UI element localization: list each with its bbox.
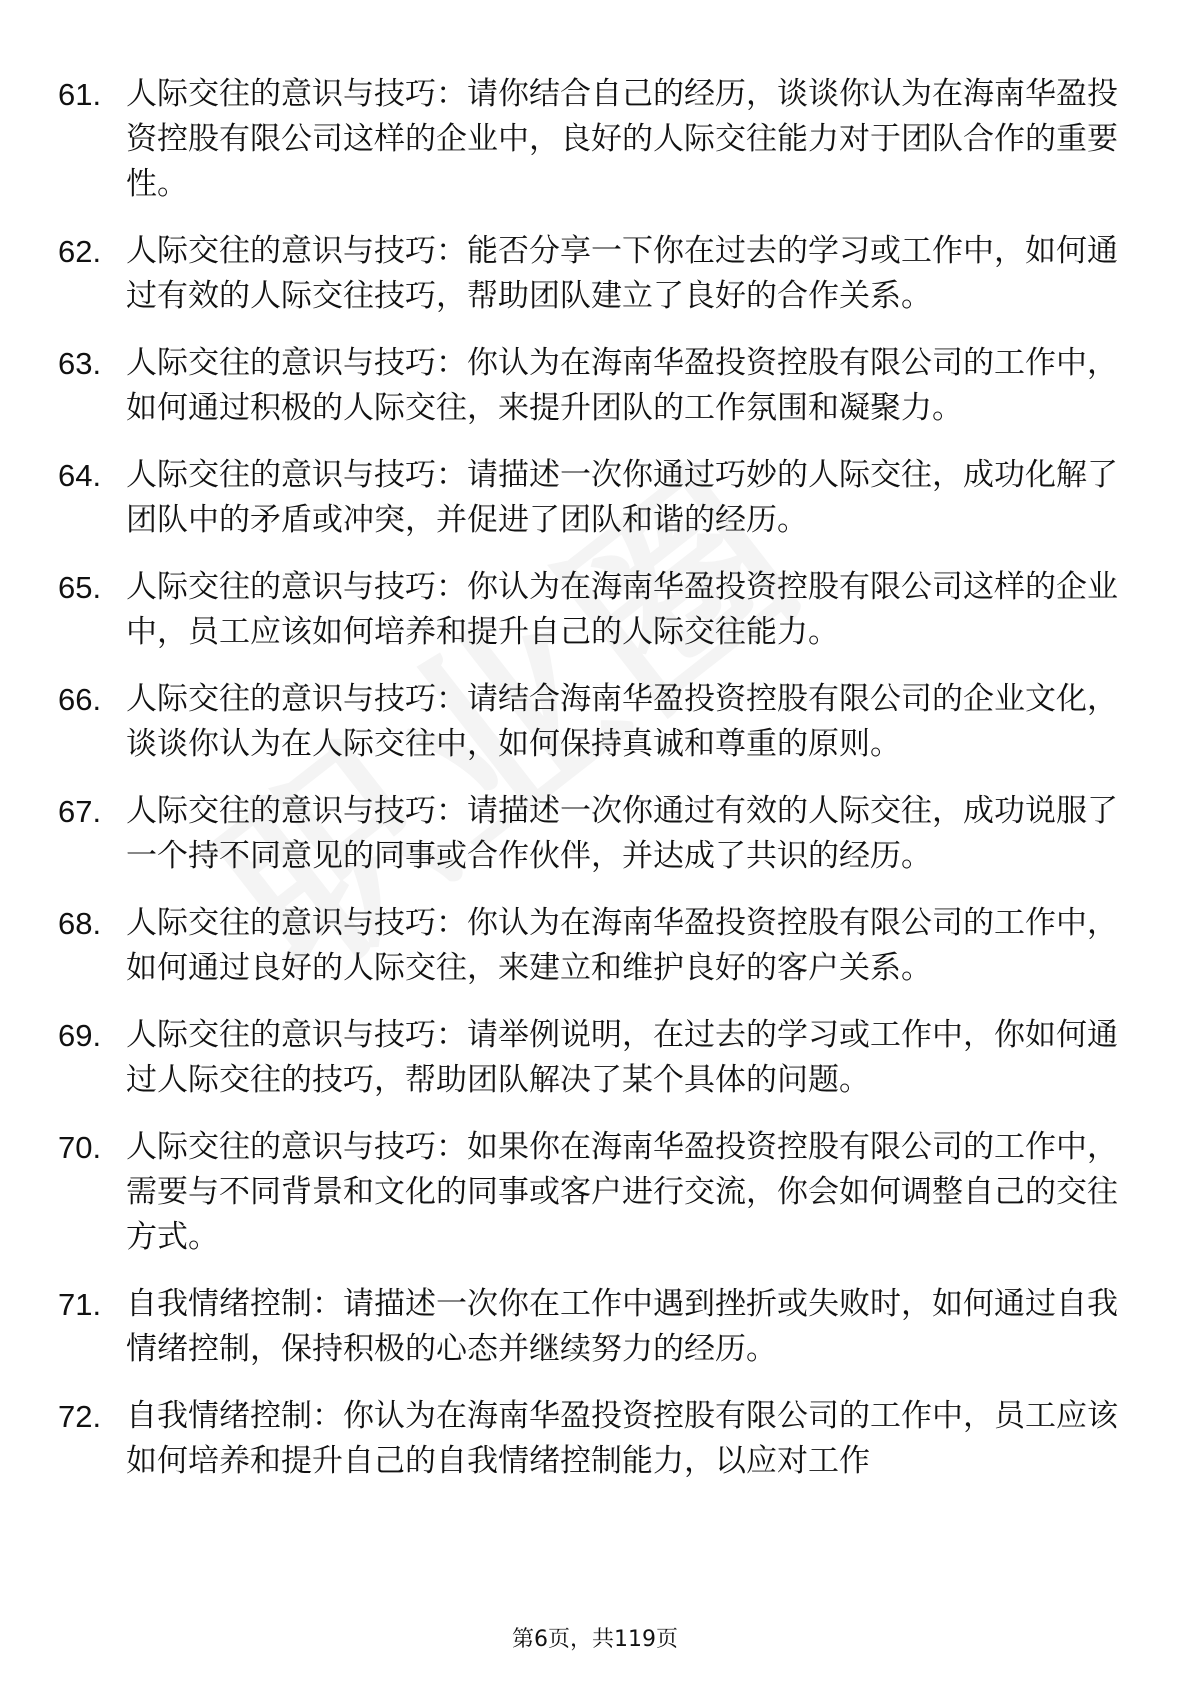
list-item (58, 789, 1118, 879)
question-number: 66. (58, 682, 102, 717)
question-number: 71. (58, 1287, 102, 1322)
list-item (58, 229, 1118, 319)
question-text: 人际交往的意识与技巧：能否分享一下你在过去的学习或工作中，如何通过有效的人际交往技巧，帮助团队建立了良好的合作关系。 (126, 233, 1118, 314)
list-item (58, 1125, 1118, 1260)
question-number: 65. (58, 570, 102, 605)
question-text: 人际交往的意识与技巧：请举例说明，在过去的学习或工作中，你如何通过人际交往的技巧，帮助团队解决了某个具体的问题。 (126, 1017, 1118, 1098)
list-item (58, 1013, 1118, 1103)
question-number: 70. (58, 1130, 102, 1165)
list-item (58, 453, 1118, 543)
list-item (58, 1394, 1118, 1484)
question-number: 69. (58, 1018, 102, 1053)
question-number: 72. (58, 1399, 102, 1434)
question-text: 自我情绪控制：请描述一次你在工作中遇到挫折或失败时，如何通过自我情绪控制，保持积极的心态并继续努力的经历。 (126, 1286, 1118, 1367)
list-item (58, 72, 1118, 207)
question-text: 人际交往的意识与技巧：你认为在海南华盈投资控股有限公司的工作中，如何通过积极的人际交往，来提升团队的工作氛围和凝聚力。 (126, 345, 1118, 426)
list-item (58, 677, 1118, 767)
question-text: 自我情绪控制：你认为在海南华盈投资控股有限公司的工作中，员工应该如何培养和提升自己的自我情绪控制能力，以应对工作 (126, 1398, 1118, 1479)
list-item (58, 565, 1118, 655)
question-text: 人际交往的意识与技巧：你认为在海南华盈投资控股有限公司的工作中，如何通过良好的人际交往，来建立和维护良好的客户关系。 (126, 905, 1118, 986)
question-number: 62. (58, 234, 102, 269)
question-number: 64. (58, 458, 102, 493)
question-text: 人际交往的意识与技巧：你认为在海南华盈投资控股有限公司这样的企业中，员工应该如何培养和提升自己的人际交往能力。 (126, 569, 1118, 650)
list-item (58, 341, 1118, 431)
question-text: 人际交往的意识与技巧：如果你在海南华盈投资控股有限公司的工作中，需要与不同背景和文化的同事或客户进行交流，你会如何调整自己的交往方式。 (126, 1129, 1118, 1255)
question-text: 人际交往的意识与技巧：请描述一次你通过有效的人际交往，成功说服了一个持不同意见的同事或合作伙伴，并达成了共识的经历。 (126, 793, 1118, 874)
list-item (58, 1282, 1118, 1372)
question-number: 61. (58, 77, 102, 112)
question-text: 人际交往的意识与技巧：请描述一次你通过巧妙的人际交往，成功化解了团队中的矛盾或冲突，并促进了团队和谐的经历。 (126, 457, 1118, 538)
question-text: 人际交往的意识与技巧：请结合海南华盈投资控股有限公司的企业文化，谈谈你认为在人际交往中，如何保持真诚和尊重的原则。 (126, 681, 1118, 762)
question-text: 人际交往的意识与技巧：请你结合自己的经历，谈谈你认为在海南华盈投资控股有限公司这样的企业中，良好的人际交往能力对于团队合作的重要性。 (126, 76, 1118, 202)
question-number: 68. (58, 906, 102, 941)
question-list (58, 72, 1118, 1506)
question-number: 63. (58, 346, 102, 381)
question-number: 67. (58, 794, 102, 829)
list-item (58, 901, 1118, 991)
page-number: 第6页，共119页 (512, 1627, 678, 1652)
